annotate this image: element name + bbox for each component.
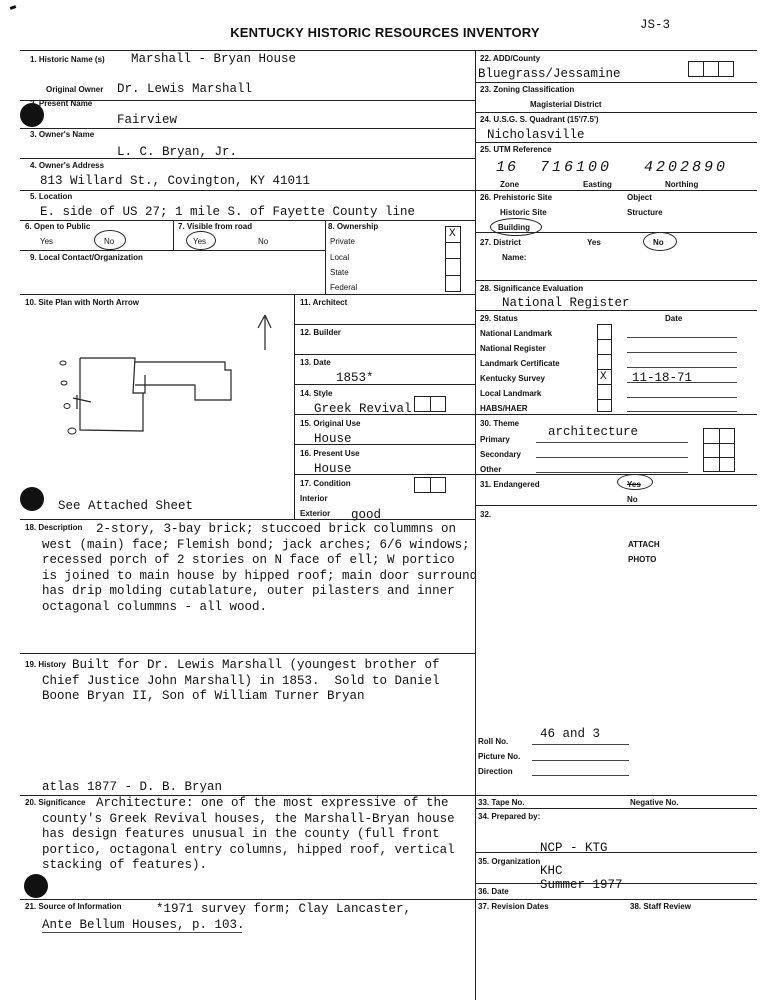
rule [20,250,325,251]
endangered-yes-circle [617,474,653,490]
rule [20,899,757,900]
owners-name-label: 3. Owner's Name [30,130,95,139]
secondary-label: Secondary [480,450,521,459]
building-label: Building [498,223,530,232]
rule [536,457,688,458]
style-value: Greek Revival [314,402,412,416]
original-owner-label: Original Owner [46,85,104,94]
owners-address-label: 4. Owner's Address [30,161,105,170]
status-local-landmark: Local Landmark [480,389,542,398]
rule [325,220,326,294]
historic-site-label: Historic Site [500,208,547,217]
other-label: Other [480,465,502,474]
binder-hole [20,487,44,511]
endangered-no: No [627,495,638,504]
rule [294,384,475,385]
rule [20,128,475,129]
utm-label: 25. UTM Reference [480,145,552,154]
rule [445,242,461,243]
condition-label: 17. Condition [300,479,351,488]
prepared-label: 34. Prepared by: [478,812,541,821]
rule [627,367,737,368]
ownership-private: Private [330,237,355,246]
see-attached-sheet: See Attached Sheet [58,499,194,513]
form-code: JS-3 [640,18,671,32]
add-county-value: Bluegrass/Jessamine [478,67,621,81]
roll-label: Roll No. [478,737,509,746]
district-yes: Yes [587,238,601,247]
rule [597,399,612,400]
district-no-circle [643,232,677,251]
picture-label: Picture No. [478,752,521,761]
rule [475,474,757,475]
style-label: 14. Style [300,389,333,398]
historic-name-value: Marshall - Bryan House [131,52,297,66]
history-text: Built for Dr. Lewis Marshall (youngest brother of Chief Justice John Marshall) in 1853. Sold to Daniel Boone Bryan II, Son of William Turner Bryan [42,658,440,703]
owners-address-value: 813 Willard St., Covington, KY 41011 [40,174,311,188]
rule [475,795,757,796]
exterior-label: Exterior [300,509,331,518]
rule [294,294,295,519]
rule [430,396,431,412]
rule [627,397,737,398]
primary-value: architecture [548,425,639,439]
usgs-label: 24. U.S.G. S. Quadrant (15'/7.5') [480,115,599,124]
utm-easting: 716100 [540,159,613,176]
source-underline [42,932,242,933]
present-use-label: 16. Present Use [300,449,360,458]
district-label: 27. District [480,238,521,247]
building-circle [490,218,542,236]
status-national-register: National Register [480,344,546,353]
visible-no: No [258,237,269,246]
source-label: 21. Source of Information [25,902,122,911]
revision-label: 37. Revision Dates [478,902,549,911]
frame-top [20,50,757,51]
form-title: KENTUCKY HISTORIC RESOURCES INVENTORY [230,25,540,40]
rule [532,744,629,745]
rule [475,190,757,191]
status-kentucky-survey: Kentucky Survey [480,374,545,383]
present-name-value: Fairview [117,113,178,127]
rule [20,190,475,191]
architect-label: 11. Architect [300,298,348,307]
significance-label: 20. Significance [25,798,86,807]
rule [475,280,757,281]
rule [532,760,629,761]
kentucky-survey-date: 11-18-71 [632,371,693,385]
description-text: 2-story, 3-bay brick; stuccoed brick colummns on west (main) face; Flemish bond; jack arches; 6/6 windows; recessed porch of 2 stories on N face of ell; W portico is joined to main house by hipped roof; main door surround has drip molding cutablature, outer pilasters and inner octagonal colummns - all wood. [42,522,478,614]
rule [20,294,475,295]
primary-label: Primary [480,435,510,444]
rule [627,337,737,338]
ownership-state: State [330,268,349,277]
rule [719,428,720,472]
rule [475,505,757,506]
present-use-value: House [314,462,352,476]
rule [718,61,719,77]
utm-northing-label: Northing [665,180,699,189]
district-no: No [653,238,664,247]
status-label: 29. Status [480,314,518,323]
location-label: 5. Location [30,192,73,201]
rule [445,258,461,259]
magisterial-label: Magisterial District [530,100,602,109]
rule [294,354,475,355]
structure-label: Structure [627,208,663,217]
status-habs-haer: HABS/HAER [480,404,528,413]
staff-review-label: 38. Staff Review [630,902,691,911]
photo-text: PHOTO [628,555,657,564]
endangered-label: 31. Endangered [480,480,540,489]
utm-northing: 4202890 [644,159,729,176]
significance-eval-value: National Register [502,296,630,310]
location-value: E. side of US 27; 1 mile S. of Fayette County line [40,205,416,219]
negative-label: Negative No. [630,798,679,807]
visible-label: 7. Visible from road [178,222,253,231]
date-label: 13. Date [300,358,331,367]
rule [20,220,475,221]
corner-mark [10,5,17,10]
owners-name-value: L. C. Bryan, Jr. [117,145,238,159]
rule [475,112,757,113]
history-footer: atlas 1877 - D. B. Bryan [42,780,223,794]
add-county-label: 22. ADD/County [480,54,541,63]
ownership-federal: Federal [330,283,358,292]
binder-hole [24,874,48,898]
date36-value: Summer 1977 [540,878,623,892]
rule [20,653,475,654]
kentucky-survey-mark: X [600,371,607,383]
description-label: 18. Description [25,523,83,532]
rule [475,414,757,415]
utm-easting-label: Easting [583,180,612,189]
rule [475,82,757,83]
historic-name-label: 1. Historic Name (s) [30,55,105,64]
endangered-yes: Yes [627,480,641,489]
exterior-value: good [351,508,382,522]
date36-label: 36. Date [478,887,509,896]
prepared-value: NCP - KTG [540,841,608,855]
rule [703,443,735,444]
open-to-public-label: 6. Open to Public [25,222,91,231]
roll-value: 46 and 3 [540,727,601,741]
rule [475,310,757,311]
status-landmark-certificate: Landmark Certificate [480,359,560,368]
open-yes: Yes [40,237,54,246]
rule [627,352,737,353]
rule [20,158,475,159]
status-date-label: Date [665,314,683,323]
rule [445,275,461,276]
site-plan-sketch [55,305,290,445]
rule [597,339,612,340]
rule [294,324,475,325]
rule [597,354,612,355]
rule [475,142,757,143]
rule [532,775,629,776]
rule [597,384,612,385]
rule [20,519,475,520]
local-contact-label: 9. Local Contact/Organization [30,253,143,262]
district-name-label: Name: [502,253,527,262]
object-label: Object [627,193,652,202]
original-use-label: 15. Original Use [300,419,361,428]
visible-yes: Yes [193,237,207,246]
ownership-local: Local [330,253,350,262]
open-no: No [104,237,115,246]
original-use-value: House [314,432,352,446]
rule [703,61,704,77]
open-no-circle [94,230,126,250]
theme-label: 30. Theme [480,419,520,428]
zoning-label: 23. Zoning Classification [480,85,575,94]
direction-label: Direction [478,767,513,776]
rule [430,477,431,493]
rule [627,411,737,412]
rule [475,808,757,809]
interior-label: Interior [300,494,328,503]
organization-value: KHC [540,864,563,878]
utm-zone: 16 [496,159,519,176]
date-value: 1853* [336,371,374,385]
rule [703,457,735,458]
source-text: *1971 survey form; Clay Lancaster, Ante Bellum Houses, p. 103. [42,902,412,932]
rule [536,472,688,473]
utm-zone-label: Zone [500,180,520,189]
status-national-landmark: National Landmark [480,329,553,338]
history-label: 19. History [25,660,66,669]
significance-text: Architecture: one of the most expressive of the county's Greek Revival houses, the Marshall-Bryan house has design features unusual in the county (full front portico, octagonal entry columns, hipped roof, vertical stacking of features). [42,796,455,872]
site-plan-label: 10. Site Plan with North Arrow [25,298,139,307]
photo-label: 32. [480,510,492,519]
builder-label: 12. Builder [300,328,341,337]
tape-label: 33. Tape No. [478,798,525,807]
visible-yes-circle [186,231,216,250]
rule [173,220,174,250]
ownership-label: 8. Ownership [328,222,379,231]
significance-eval-label: 28. Significance Evaluation [480,284,584,293]
organization-label: 35. Organization [478,857,541,866]
ownership-private-mark: X [449,228,456,240]
usgs-value: Nicholasville [487,128,585,142]
original-owner-value: Dr. Lewis Marshall [117,82,253,96]
present-name-label: 2. Present Name [30,99,93,108]
county-boxes [688,61,734,77]
prehistoric-label: 26. Prehistoric Site [480,193,553,202]
rule [475,852,757,853]
attach-text: ATTACH [628,540,660,549]
rule [536,442,688,443]
